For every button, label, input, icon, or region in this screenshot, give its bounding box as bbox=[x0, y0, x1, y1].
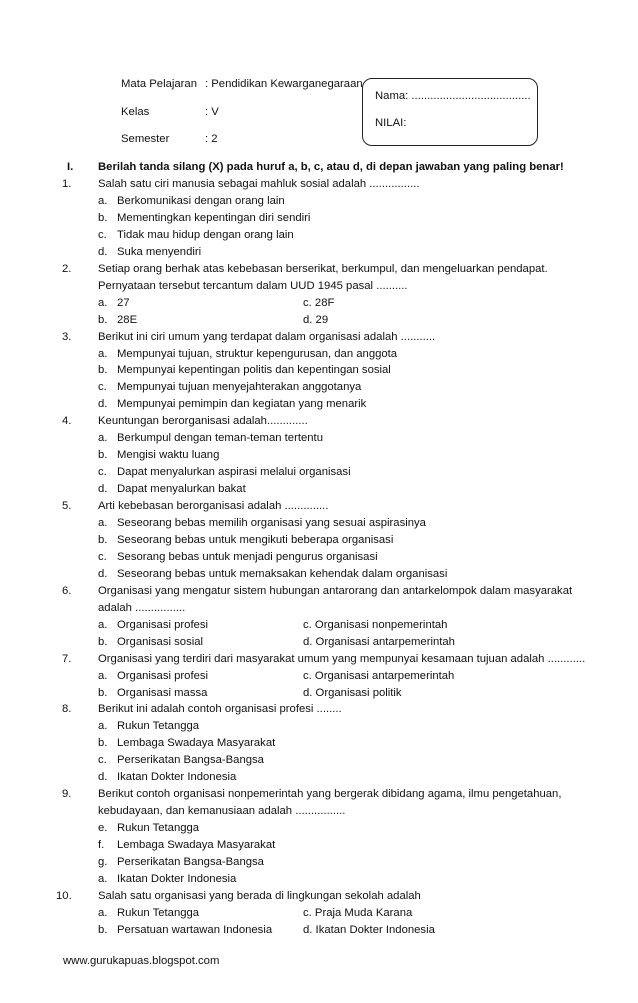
name-line: Nama: ...................................... bbox=[375, 90, 531, 102]
option-text[interactable]: Mempunyai kepentingan politis dan kepentingan sosial bbox=[117, 364, 391, 377]
option-text[interactable]: Berkomunikasi dengan orang lain bbox=[117, 194, 285, 207]
option-letter[interactable]: a. bbox=[98, 432, 108, 445]
option-letter[interactable]: b. bbox=[98, 534, 108, 546]
answer-option bbox=[0, 430, 638, 447]
question-text: Organisasi yang terdiri dari masyarakat umum yang mempunyai kesamaan tujuan adalah ............ bbox=[98, 652, 586, 665]
option-text[interactable]: Dapat menyalurkan aspirasi melalui organisasi bbox=[117, 466, 351, 479]
option-text[interactable]: Seseorang bebas untuk memaksakan kehendak dalam organisasi bbox=[117, 567, 448, 580]
answer-option-row bbox=[0, 312, 638, 329]
question-text: Salah satu ciri manusia sebagai mahluk sosial adalah ................ bbox=[98, 178, 420, 190]
question-text: Setiap orang berhak atas kebebasan berserikat, berkumpul, dan mengeluarkan pendapat. bbox=[98, 262, 548, 275]
option-letter[interactable]: g. bbox=[98, 856, 108, 868]
question-number: 2. bbox=[62, 262, 72, 275]
question-line bbox=[0, 786, 638, 803]
answer-option bbox=[0, 346, 638, 363]
question-line bbox=[0, 600, 638, 617]
question-text: Berikut contoh organisasi nonpemerintah yang bergerak dibidang agama, ilmu pengetahuan, bbox=[98, 788, 562, 801]
subject-row bbox=[121, 77, 363, 91]
answer-option bbox=[0, 464, 638, 481]
option-letter[interactable]: a. bbox=[98, 872, 108, 885]
option-text[interactable]: Mengisi waktu luang bbox=[117, 449, 220, 462]
score-line: NILAI: bbox=[375, 117, 407, 129]
option-letter[interactable]: c. bbox=[98, 466, 107, 479]
option-letter[interactable]: b. bbox=[98, 313, 108, 326]
option-letter[interactable]: e. bbox=[98, 822, 108, 835]
option-letter[interactable]: d. bbox=[98, 567, 108, 580]
answer-option bbox=[0, 379, 638, 396]
option-letter[interactable]: d. bbox=[98, 483, 108, 496]
question-text: Pernyataan tersebut tercantum dalam UUD 1945 pasal .......... bbox=[98, 279, 408, 292]
option-text[interactable]: Suka menyendiri bbox=[117, 245, 202, 258]
answer-option bbox=[0, 362, 638, 379]
option-text[interactable]: Perserikatan Bangsa-Bangsa bbox=[117, 754, 264, 767]
answer-option bbox=[0, 871, 638, 888]
option-text[interactable]: Organisasi sosial bbox=[117, 635, 204, 648]
option-letter[interactable]: d. bbox=[98, 245, 108, 258]
option-letter[interactable]: f. bbox=[98, 839, 105, 851]
option-text[interactable]: 27 bbox=[117, 296, 130, 309]
option-letter[interactable]: c. bbox=[98, 381, 107, 394]
answer-option-row bbox=[0, 905, 638, 922]
option-text[interactable]: Organisasi massa bbox=[117, 686, 208, 699]
option-text[interactable]: Rukun Tetangga bbox=[117, 822, 200, 835]
answer-option bbox=[0, 820, 638, 837]
semester-row bbox=[121, 132, 218, 146]
answer-option bbox=[0, 396, 638, 413]
question-text: adalah ................ bbox=[98, 601, 186, 614]
option-letter[interactable]: b. bbox=[98, 364, 108, 377]
option-text[interactable]: Mempunyai tujuan menyejahterakan anggotanya bbox=[117, 381, 362, 394]
question-text: Organisasi yang mengatur sistem hubungan antarorang dan antarkelompok dalam masyarakat bbox=[98, 584, 573, 597]
option-letter[interactable]: d. bbox=[98, 771, 108, 784]
section-instruction: Berilah tanda silang (X) pada huruf a, b, c, atau d, di depan jawaban yang paling benar! bbox=[98, 161, 564, 173]
answer-option-row bbox=[0, 634, 638, 651]
answer-option bbox=[0, 752, 638, 769]
question-line bbox=[0, 261, 638, 278]
option-letter[interactable]: a. bbox=[98, 296, 108, 309]
option-text[interactable]: Perserikatan Bangsa-Bangsa bbox=[117, 856, 264, 868]
answer-option bbox=[0, 532, 638, 549]
option-text[interactable]: Organisasi profesi bbox=[117, 618, 209, 631]
class-value: : V bbox=[205, 106, 219, 118]
answer-option-row bbox=[0, 617, 638, 634]
answer-option bbox=[0, 481, 638, 498]
option-text[interactable]: Berkumpul dengan teman-teman tertentu bbox=[117, 432, 323, 445]
option-letter[interactable]: b. bbox=[98, 737, 108, 750]
question-text: Arti kebebasan berorganisasi adalah .............. bbox=[98, 500, 329, 513]
question-line bbox=[0, 413, 638, 430]
answer-option bbox=[0, 227, 638, 244]
option-letter[interactable]: c. bbox=[98, 754, 107, 767]
answer-option-row bbox=[0, 685, 638, 702]
footer-url: www.gurukapuas.blogspot.com bbox=[63, 955, 220, 967]
question-text: kebudayaan, dan kemanusiaan adalah ................ bbox=[98, 805, 346, 818]
option-text[interactable]: 28E bbox=[117, 313, 138, 326]
option-letter[interactable]: a. bbox=[98, 517, 108, 529]
option-letter[interactable]: a. bbox=[98, 906, 108, 919]
answer-option bbox=[0, 854, 638, 871]
question-number: 3. bbox=[62, 330, 72, 343]
option-text[interactable]: Mempunyai tujuan, struktur kepengurusan, dan anggota bbox=[117, 347, 398, 360]
answer-option bbox=[0, 718, 638, 735]
answer-option-row bbox=[0, 668, 638, 685]
answer-option bbox=[0, 193, 638, 210]
class-row bbox=[121, 105, 219, 119]
subject-label: Mata Pelajaran bbox=[121, 78, 197, 90]
answer-option bbox=[0, 769, 638, 786]
question-line bbox=[0, 888, 638, 905]
answer-option bbox=[0, 244, 638, 261]
question-line bbox=[0, 176, 638, 193]
option-text-second-column[interactable]: c. 28F bbox=[303, 296, 335, 309]
question-number: 10. bbox=[56, 889, 72, 902]
question-number: 1. bbox=[62, 178, 72, 190]
option-letter[interactable]: a. bbox=[98, 347, 108, 360]
class-label: Kelas bbox=[121, 106, 150, 118]
option-letter[interactable]: c. bbox=[98, 228, 107, 241]
question-line bbox=[0, 583, 638, 600]
answer-option bbox=[0, 549, 638, 566]
question-number: 6. bbox=[62, 584, 72, 597]
option-text[interactable]: Rukun Tetangga bbox=[117, 906, 200, 919]
option-text[interactable]: Lembaga Swadaya Masyarakat bbox=[117, 737, 276, 750]
option-letter[interactable]: a. bbox=[98, 669, 108, 682]
option-letter[interactable]: d. bbox=[98, 398, 108, 411]
section-numeral: I. bbox=[67, 161, 74, 173]
option-text[interactable]: Seseorang bebas untuk mengikuti beberapa organisasi bbox=[117, 534, 394, 546]
subject-value: : Pendidikan Kewarganegaraan bbox=[205, 78, 363, 90]
answer-option bbox=[0, 566, 638, 583]
option-letter[interactable]: a. bbox=[98, 720, 108, 733]
option-text-second-column[interactable]: d. Organisasi politik bbox=[303, 686, 402, 699]
option-letter[interactable]: a. bbox=[98, 194, 108, 207]
option-letter[interactable]: b. bbox=[98, 923, 108, 936]
option-text[interactable]: Seseorang bebas memilih organisasi yang sesuai aspirasinya bbox=[117, 517, 426, 529]
semester-value: : 2 bbox=[205, 133, 218, 145]
answer-option bbox=[0, 210, 638, 227]
answer-option-row bbox=[0, 922, 638, 939]
option-letter[interactable]: a. bbox=[98, 618, 108, 631]
answer-option bbox=[0, 837, 638, 854]
answer-option bbox=[0, 735, 638, 752]
option-text[interactable]: Tidak mau hidup dengan orang lain bbox=[117, 228, 294, 241]
option-text-second-column[interactable]: c. Praja Muda Karana bbox=[303, 906, 413, 919]
option-text[interactable]: Ikatan Dokter Indonesia bbox=[117, 771, 237, 784]
question-line bbox=[0, 701, 638, 718]
question-line bbox=[0, 329, 638, 346]
question-text: Keuntungan berorganisasi adalah............. bbox=[98, 415, 308, 428]
question-text: Berikut ini ciri umum yang terdapat dalam organisasi adalah ........... bbox=[98, 330, 436, 343]
option-text-second-column[interactable]: d. Organisasi antarpemerintah bbox=[303, 635, 455, 648]
question-line bbox=[0, 278, 638, 295]
question-number: 8. bbox=[62, 703, 72, 716]
option-text[interactable]: Persatuan wartawan Indonesia bbox=[117, 923, 273, 936]
question-line bbox=[0, 651, 638, 668]
question-text: Berikut ini adalah contoh organisasi profesi ........ bbox=[98, 703, 342, 716]
question-number: 7. bbox=[62, 652, 72, 665]
name-score-box bbox=[362, 78, 538, 146]
option-letter[interactable]: b. bbox=[98, 449, 108, 462]
answer-option-row bbox=[0, 295, 638, 312]
option-text[interactable]: Organisasi profesi bbox=[117, 669, 209, 682]
option-text[interactable]: Lembaga Swadaya Masyarakat bbox=[117, 839, 276, 851]
semester-label: Semester bbox=[121, 133, 170, 145]
option-text-second-column[interactable]: d. 29 bbox=[303, 313, 329, 326]
option-text[interactable]: Rukun Tetangga bbox=[117, 720, 200, 733]
answer-option bbox=[0, 515, 638, 532]
option-text[interactable]: Sesorang bebas untuk menjadi pengurus organisasi bbox=[117, 550, 378, 563]
question-line bbox=[0, 803, 638, 820]
option-text[interactable]: Mementingkan kepentingan diri sendiri bbox=[117, 211, 311, 224]
option-letter[interactable]: b. bbox=[98, 211, 108, 224]
section-instruction-line bbox=[0, 159, 638, 176]
question-number: 9. bbox=[62, 788, 72, 801]
answer-option bbox=[0, 447, 638, 464]
option-letter[interactable]: b. bbox=[98, 686, 108, 699]
option-letter[interactable]: c. bbox=[98, 550, 107, 563]
question-text: Salah satu organisasi yang berada di lingkungan sekolah adalah bbox=[98, 889, 421, 902]
option-text-second-column[interactable]: c. Organisasi antarpemerintah bbox=[303, 669, 455, 682]
question-number: 4. bbox=[62, 415, 72, 428]
question-line bbox=[0, 498, 638, 515]
option-text[interactable]: Dapat menyalurkan bakat bbox=[117, 483, 246, 496]
option-text[interactable]: Mempunyai pemimpin dan kegiatan yang menarik bbox=[117, 398, 367, 411]
option-text-second-column[interactable]: c. Organisasi nonpemerintah bbox=[303, 618, 448, 631]
option-text[interactable]: Ikatan Dokter Indonesia bbox=[117, 872, 237, 885]
option-letter[interactable]: b. bbox=[98, 635, 108, 648]
question-number: 5. bbox=[62, 500, 72, 513]
option-text-second-column[interactable]: d. Ikatan Dokter Indonesia bbox=[303, 923, 435, 936]
